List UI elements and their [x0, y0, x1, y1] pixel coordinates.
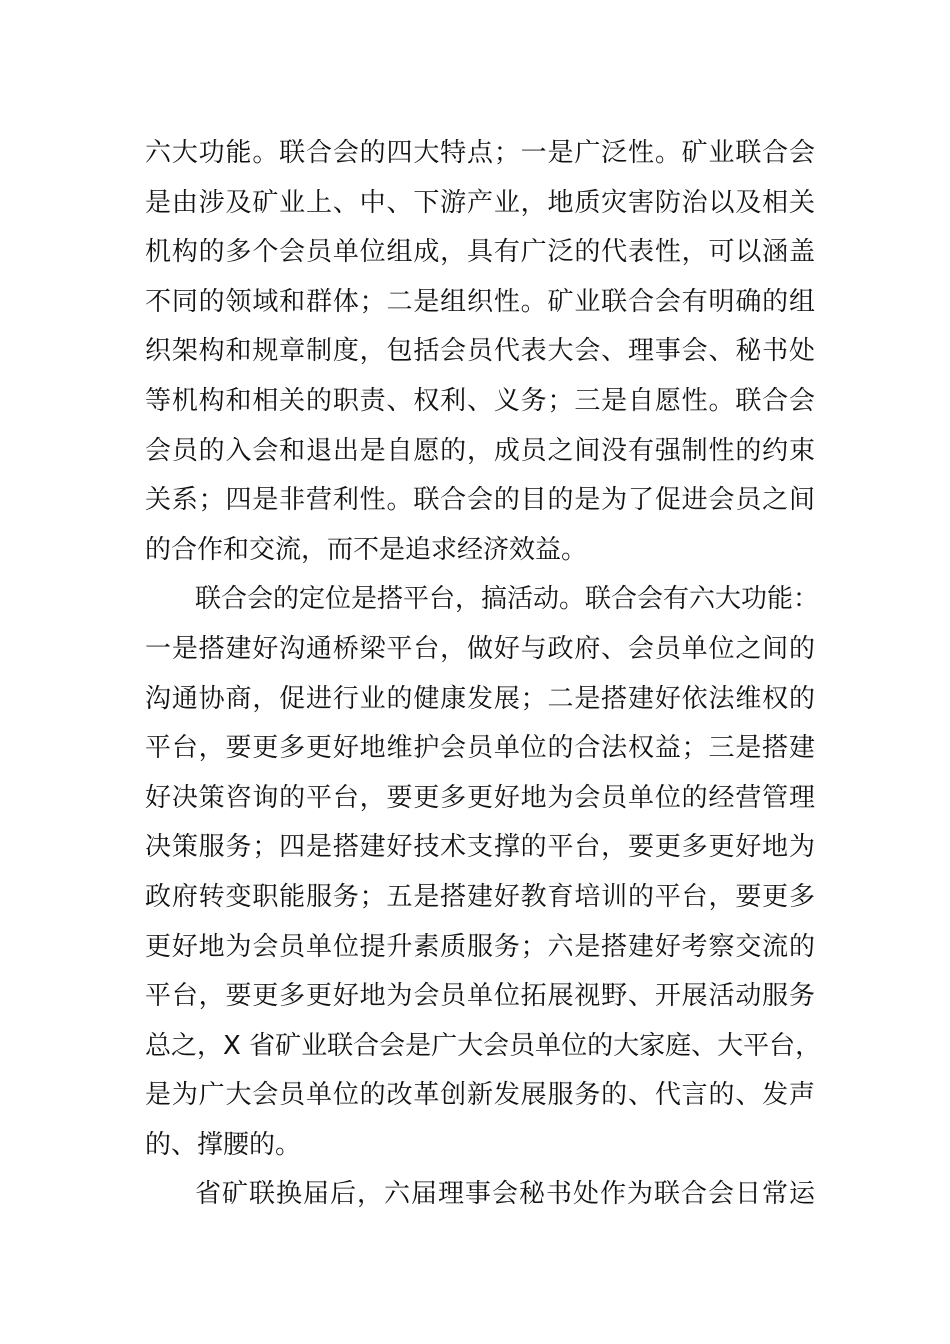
text-line: 平台，要更多更好地维护会员单位的合法权益；三是搭建: [145, 733, 815, 764]
text-line: 好决策咨询的平台，要更多更好地为会员单位的经营管理: [145, 782, 815, 813]
text-line: 关系；四是非营利性。联合会的目的是为了促进会员之间: [145, 485, 815, 516]
text-line: 是由涉及矿业上、中、下游产业，地质灾害防治以及相关: [145, 187, 815, 218]
text-line: 总之，X 省矿业联合会是广大会员单位的大家庭、大平台，: [145, 1030, 822, 1061]
text-line: 一是搭建好沟通桥梁平台，做好与政府、会员单位之间的: [145, 633, 815, 664]
text-line: 沟通协商，促进行业的健康发展；二是搭建好依法维权的: [145, 683, 815, 714]
paragraph-first-line: 联合会的定位是搭平台，搞活动。联合会有六大功能：: [195, 584, 820, 615]
text-line: 六大功能。联合会的四大特点；一是广泛性。矿业联合会: [145, 138, 815, 168]
text-line: 不同的领域和群体；二是组织性。矿业联合会有明确的组: [145, 286, 815, 317]
text-line: 政府转变职能服务；五是搭建好教育培训的平台，要更多: [145, 881, 815, 912]
text-line: 织架构和规章制度，包括会员代表大会、理事会、秘书处: [145, 336, 815, 367]
text-line: 决策服务；四是搭建好技术支撑的平台，要更多更好地为: [145, 832, 815, 863]
text-line: 等机构和相关的职责、权利、义务；三是自愿性。联合会: [145, 385, 815, 416]
text-line: 的合作和交流，而不是追求经济效益。: [145, 534, 588, 565]
body-text: [145, 129, 822, 1220]
text-line: 会员的入会和退出是自愿的，成员之间没有强制性的约束: [145, 435, 815, 466]
text-line: 更好地为会员单位提升素质服务；六是搭建好考察交流的: [145, 931, 815, 962]
text-line: 平台，要更多更好地为会员单位拓展视野、开展活动服务: [145, 981, 815, 1012]
text-line: 的、撑腰的。: [145, 1129, 302, 1160]
text-line: 机构的多个会员单位组成，具有广泛的代表性，可以涵盖: [145, 237, 815, 268]
text-line: 是为广大会员单位的改革创新发展服务的、代言的、发声: [145, 1080, 815, 1111]
paragraph-first-line: 省矿联换届后，六届理事会秘书处作为联合会日常运: [195, 1179, 815, 1210]
